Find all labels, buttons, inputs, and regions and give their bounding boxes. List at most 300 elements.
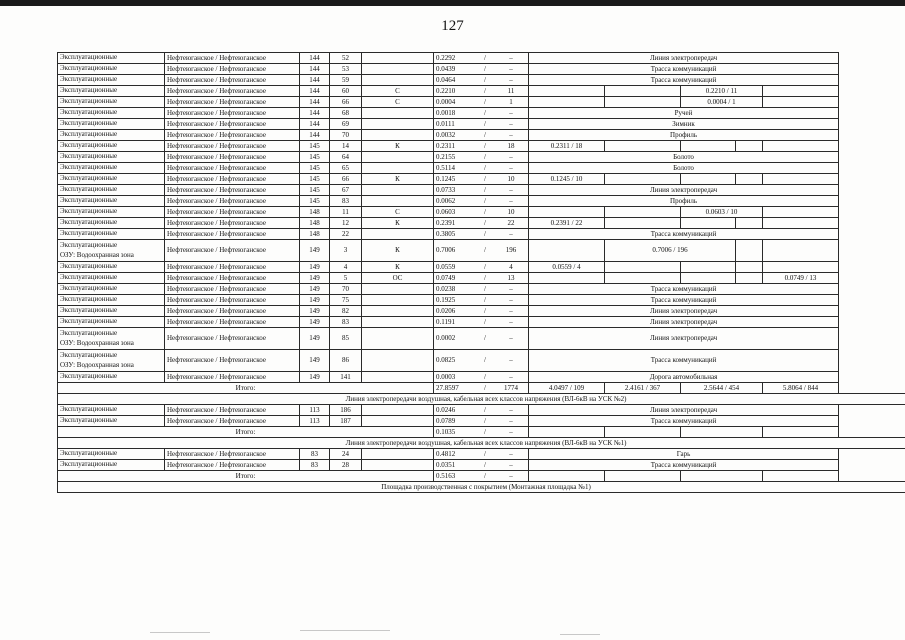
slash-separator: / xyxy=(484,119,486,128)
category-text: Эксплуатационные xyxy=(60,262,118,271)
tree-count: – xyxy=(509,185,513,194)
quarter-cell: 83 xyxy=(300,460,330,471)
table-row xyxy=(58,152,905,163)
volume-cell xyxy=(681,273,736,284)
tree-count: 1774 xyxy=(504,383,518,392)
table-row xyxy=(58,273,905,284)
category-cell xyxy=(58,207,165,218)
slash-separator: / xyxy=(484,356,486,364)
tree-count: – xyxy=(509,460,513,469)
table-row xyxy=(58,141,905,152)
section-title: Линия электропередачи воздушная, кабельная всех классов напряжения (ВЛ-6кВ на УСК №2) xyxy=(58,394,905,405)
area-count-cell xyxy=(434,64,529,75)
land-type-cell: Трасса коммуникаций xyxy=(529,229,839,240)
volume-cell xyxy=(605,273,681,284)
felling-type-cell: С xyxy=(362,86,434,97)
vydel-cell: 70 xyxy=(330,284,362,295)
category-cell xyxy=(58,185,165,196)
tree-count: – xyxy=(509,130,513,139)
tree-count: – xyxy=(509,295,513,304)
area-value: 0.0439 xyxy=(436,64,456,73)
felling-type-cell: С xyxy=(362,97,434,108)
felling-type-cell xyxy=(362,460,434,471)
tree-count: 10 xyxy=(507,207,515,216)
vydel-cell: 22 xyxy=(330,229,362,240)
slash-separator: / xyxy=(484,207,486,216)
category-cell xyxy=(58,372,165,383)
volume-cell xyxy=(736,240,763,262)
vydel-cell: 65 xyxy=(330,163,362,174)
vydel-cell: 186 xyxy=(330,405,362,416)
area-value: 27.8597 xyxy=(436,383,459,392)
felling-type-cell: К xyxy=(362,240,434,262)
felling-type-cell xyxy=(362,119,434,130)
quarter-cell: 144 xyxy=(300,108,330,119)
felling-type-cell xyxy=(362,108,434,119)
tree-count: – xyxy=(509,196,513,205)
area-count-cell xyxy=(434,471,529,482)
forestry-cell: Нефтеюганское / Нефтеюганское xyxy=(165,174,300,185)
vydel-cell: 141 xyxy=(330,372,362,383)
slash-separator: / xyxy=(484,196,486,205)
top-border-rule xyxy=(0,0,905,6)
forestry-cell: Нефтеюганское / Нефтеюганское xyxy=(165,119,300,130)
tree-count: 10 xyxy=(507,174,515,183)
table-row xyxy=(58,460,905,471)
quarter-cell: 149 xyxy=(300,273,330,284)
section-title: Линия электропередачи воздушная, кабельная всех классов напряжения (ВЛ-6кВ на УСК №1) xyxy=(58,438,905,449)
quarter-cell: 149 xyxy=(300,295,330,306)
felling-type-cell xyxy=(362,328,434,350)
tree-count: – xyxy=(509,372,513,381)
category-text: Эксплуатационные xyxy=(60,405,118,414)
category-cell xyxy=(58,218,165,229)
area-value: 0.0464 xyxy=(436,75,456,84)
forestry-cell: Нефтеюганское / Нефтеюганское xyxy=(165,97,300,108)
land-type-cell: Ручей xyxy=(529,108,839,119)
slash-separator: / xyxy=(484,471,486,480)
area-value: 0.4812 xyxy=(436,449,456,458)
area-count-cell xyxy=(434,405,529,416)
table-row xyxy=(58,306,905,317)
category-cell xyxy=(58,405,165,416)
tree-count: – xyxy=(509,119,513,128)
forestry-cell: Нефтеюганское / Нефтеюганское xyxy=(165,449,300,460)
page-number: 127 xyxy=(441,18,464,34)
quarter-cell: 145 xyxy=(300,196,330,207)
area-value: 0.0004 xyxy=(436,97,456,106)
land-type-cell: Трасса коммуникаций xyxy=(529,350,839,372)
volume-cell: 2.4161 / 367 xyxy=(605,383,681,394)
forestry-cell: Нефтеюганское / Нефтеюганское xyxy=(165,229,300,240)
slash-separator: / xyxy=(484,130,486,139)
volume-cell xyxy=(529,207,605,218)
felling-type-cell: ОС xyxy=(362,273,434,284)
tree-count: 13 xyxy=(507,273,515,282)
category-text: Эксплуатационные xyxy=(60,86,118,95)
category-cell xyxy=(58,196,165,207)
table-row xyxy=(58,449,905,460)
vydel-cell: 83 xyxy=(330,317,362,328)
volume-cell xyxy=(681,471,763,482)
forest-plot-table xyxy=(57,52,905,493)
area-count-cell xyxy=(434,317,529,328)
volume-cell xyxy=(763,174,839,185)
category-cell xyxy=(58,350,165,372)
volume-cell xyxy=(763,471,839,482)
felling-type-cell xyxy=(362,295,434,306)
category-cell xyxy=(58,97,165,108)
area-value: 0.2292 xyxy=(436,53,456,62)
vydel-cell: 14 xyxy=(330,141,362,152)
vydel-cell: 28 xyxy=(330,460,362,471)
section-header-row xyxy=(58,394,905,405)
slash-separator: / xyxy=(484,185,486,194)
table-row xyxy=(58,174,905,185)
tree-count: – xyxy=(509,306,513,315)
quarter-cell: 145 xyxy=(300,152,330,163)
total-label: Итого: xyxy=(58,471,434,482)
felling-type-cell xyxy=(362,449,434,460)
area-count-cell xyxy=(434,196,529,207)
area-count-cell xyxy=(434,75,529,86)
quarter-cell: 144 xyxy=(300,75,330,86)
quarter-cell: 149 xyxy=(300,240,330,262)
volume-cell xyxy=(529,97,605,108)
volume-cell: 0.2391 / 22 xyxy=(529,218,605,229)
category-cell xyxy=(58,328,165,350)
total-row xyxy=(58,427,905,438)
area-value: 0.1925 xyxy=(436,295,456,304)
slash-separator: / xyxy=(484,163,486,172)
tree-count: 18 xyxy=(507,141,515,150)
forestry-cell: Нефтеюганское / Нефтеюганское xyxy=(165,350,300,372)
volume-cell xyxy=(763,427,839,438)
land-type-cell: Трасса коммуникаций xyxy=(529,75,839,86)
land-type-cell: Линия электропередач xyxy=(529,185,839,196)
vydel-cell: 68 xyxy=(330,108,362,119)
land-type-cell: Линия электропередач xyxy=(529,53,839,64)
scan-noise-line xyxy=(300,630,390,631)
felling-type-cell xyxy=(362,185,434,196)
slash-separator: / xyxy=(484,64,486,73)
table-row xyxy=(58,218,905,229)
forestry-cell: Нефтеюганское / Нефтеюганское xyxy=(165,130,300,141)
area-count-cell xyxy=(434,207,529,218)
vydel-cell: 75 xyxy=(330,295,362,306)
vydel-cell: 66 xyxy=(330,174,362,185)
forestry-cell: Нефтеюганское / Нефтеюганское xyxy=(165,306,300,317)
land-type-cell: Трасса коммуникаций xyxy=(529,295,839,306)
forestry-cell: Нефтеюганское / Нефтеюганское xyxy=(165,416,300,427)
land-type-cell: Трасса коммуникаций xyxy=(529,64,839,75)
area-count-cell xyxy=(434,240,529,262)
volume-cell xyxy=(529,240,605,262)
area-count-cell xyxy=(434,273,529,284)
table-row xyxy=(58,53,905,64)
land-type-cell: Болото xyxy=(529,163,839,174)
forestry-cell: Нефтеюганское / Нефтеюганское xyxy=(165,460,300,471)
forestry-cell: Нефтеюганское / Нефтеюганское xyxy=(165,262,300,273)
land-type-cell: Трасса коммуникаций xyxy=(529,460,839,471)
section-header-row xyxy=(58,438,905,449)
forestry-cell: Нефтеюганское / Нефтеюганское xyxy=(165,108,300,119)
tree-count: 22 xyxy=(507,218,515,227)
slash-separator: / xyxy=(484,152,486,161)
scan-noise-line xyxy=(560,634,600,635)
category-text: Эксплуатационные xyxy=(60,174,118,183)
slash-separator: / xyxy=(484,75,486,84)
category-text: Эксплуатационные xyxy=(60,218,118,227)
protection-zone-text: ОЗУ: Водоохранная зона xyxy=(60,250,134,259)
land-type-cell: Трасса коммуникаций xyxy=(529,284,839,295)
volume-cell xyxy=(763,240,839,262)
category-cell xyxy=(58,416,165,427)
category-cell xyxy=(58,108,165,119)
quarter-cell: 145 xyxy=(300,185,330,196)
area-value: 0.0111 xyxy=(436,119,455,128)
category-cell xyxy=(58,174,165,185)
forestry-cell: Нефтеюганское / Нефтеюганское xyxy=(165,218,300,229)
table-row xyxy=(58,108,905,119)
quarter-cell: 83 xyxy=(300,449,330,460)
area-count-cell xyxy=(434,306,529,317)
category-cell xyxy=(58,119,165,130)
category-text: Эксплуатационные xyxy=(60,108,118,117)
table-row xyxy=(58,317,905,328)
table-row xyxy=(58,75,905,86)
volume-cell xyxy=(681,174,736,185)
tree-count: – xyxy=(509,163,513,172)
category-text: Эксплуатационные xyxy=(60,460,118,469)
area-value: 0.0603 xyxy=(436,207,456,216)
area-value: 0.0206 xyxy=(436,306,456,315)
quarter-cell: 149 xyxy=(300,317,330,328)
volume-cell xyxy=(681,218,736,229)
category-text: Эксплуатационные xyxy=(60,196,118,205)
category-text: Эксплуатационные xyxy=(60,306,118,315)
slash-separator: / xyxy=(484,273,486,282)
volume-cell: 0.0004 / 1 xyxy=(681,97,763,108)
table-row xyxy=(58,196,905,207)
area-count-cell xyxy=(434,119,529,130)
category-text: Эксплуатационные xyxy=(60,372,118,381)
area-value: 0.0018 xyxy=(436,108,456,117)
table-row xyxy=(58,229,905,240)
felling-type-cell xyxy=(362,130,434,141)
tree-count: – xyxy=(509,405,513,414)
table-row xyxy=(58,130,905,141)
forestry-cell: Нефтеюганское / Нефтеюганское xyxy=(165,75,300,86)
slash-separator: / xyxy=(484,334,486,342)
category-cell xyxy=(58,460,165,471)
area-value: 0.1191 xyxy=(436,317,455,326)
slash-separator: / xyxy=(484,295,486,304)
felling-type-cell xyxy=(362,163,434,174)
land-type-cell: Профиль xyxy=(529,196,839,207)
felling-type-cell xyxy=(362,229,434,240)
total-row xyxy=(58,471,905,482)
area-value: 0.1245 xyxy=(436,174,456,183)
volume-cell xyxy=(681,141,736,152)
volume-cell xyxy=(763,218,839,229)
tree-count: – xyxy=(509,449,513,458)
forestry-cell: Нефтеюганское / Нефтеюганское xyxy=(165,295,300,306)
category-text: Эксплуатационные xyxy=(60,273,118,282)
vydel-cell: 52 xyxy=(330,53,362,64)
volume-cell xyxy=(736,174,763,185)
category-cell xyxy=(58,262,165,273)
category-cell xyxy=(58,295,165,306)
volume-cell xyxy=(529,86,605,97)
area-value: 0.0559 xyxy=(436,262,456,271)
quarter-cell: 144 xyxy=(300,53,330,64)
category-text: Эксплуатационные xyxy=(60,141,118,150)
area-value: 0.0351 xyxy=(436,460,456,469)
vydel-cell: 3 xyxy=(330,240,362,262)
quarter-cell: 145 xyxy=(300,163,330,174)
volume-cell: 0.2210 / 11 xyxy=(681,86,763,97)
felling-type-cell xyxy=(362,284,434,295)
tree-count: – xyxy=(509,53,513,62)
vydel-cell: 4 xyxy=(330,262,362,273)
category-text: Эксплуатационные xyxy=(60,53,118,62)
land-type-cell: Линия электропередач xyxy=(529,405,839,416)
forestry-cell: Нефтеюганское / Нефтеюганское xyxy=(165,53,300,64)
category-cell xyxy=(58,273,165,284)
quarter-cell: 149 xyxy=(300,306,330,317)
category-cell xyxy=(58,284,165,295)
table-row xyxy=(58,350,905,372)
slash-separator: / xyxy=(484,218,486,227)
area-count-cell xyxy=(434,295,529,306)
volume-cell xyxy=(529,273,605,284)
slash-separator: / xyxy=(484,86,486,95)
category-cell xyxy=(58,240,165,262)
felling-type-cell xyxy=(362,196,434,207)
table-row xyxy=(58,416,905,427)
table-row xyxy=(58,86,905,97)
tree-count: – xyxy=(509,152,513,161)
slash-separator: / xyxy=(484,383,486,392)
felling-type-cell xyxy=(362,317,434,328)
area-count-cell xyxy=(434,218,529,229)
slash-separator: / xyxy=(484,141,486,150)
area-count-cell xyxy=(434,449,529,460)
volume-cell xyxy=(529,471,605,482)
vydel-cell: 12 xyxy=(330,218,362,229)
slash-separator: / xyxy=(484,246,486,254)
area-count-cell xyxy=(434,416,529,427)
category-text: Эксплуатационные xyxy=(60,185,118,194)
area-count-cell xyxy=(434,460,529,471)
forestry-cell: Нефтеюганское / Нефтеюганское xyxy=(165,185,300,196)
forestry-cell: Нефтеюганское / Нефтеюганское xyxy=(165,86,300,97)
quarter-cell: 148 xyxy=(300,229,330,240)
tree-count: – xyxy=(509,427,513,436)
quarter-cell: 144 xyxy=(300,119,330,130)
slash-separator: / xyxy=(484,229,486,238)
volume-cell xyxy=(605,86,681,97)
area-count-cell xyxy=(434,427,529,438)
protection-zone-text: ОЗУ: Водоохранная зона xyxy=(60,338,134,347)
tree-count: 11 xyxy=(507,86,515,95)
area-count-cell xyxy=(434,53,529,64)
table-row xyxy=(58,405,905,416)
tree-count: – xyxy=(509,334,513,342)
category-cell xyxy=(58,163,165,174)
quarter-cell: 148 xyxy=(300,218,330,229)
table-row xyxy=(58,185,905,196)
quarter-cell: 144 xyxy=(300,64,330,75)
slash-separator: / xyxy=(484,262,486,271)
volume-cell xyxy=(605,218,681,229)
table-row xyxy=(58,97,905,108)
vydel-cell: 53 xyxy=(330,64,362,75)
total-label: Итого: xyxy=(58,383,434,394)
area-value: 0.2155 xyxy=(436,152,456,161)
volume-cell: 0.2311 / 18 xyxy=(529,141,605,152)
category-text: Эксплуатационные xyxy=(60,97,118,106)
tree-count: – xyxy=(509,75,513,84)
area-count-cell xyxy=(434,152,529,163)
category-cell xyxy=(58,317,165,328)
area-count-cell xyxy=(434,86,529,97)
volume-cell: 0.0749 / 13 xyxy=(763,273,839,284)
felling-type-cell: К xyxy=(362,141,434,152)
table-row xyxy=(58,295,905,306)
felling-type-cell xyxy=(362,152,434,163)
section-header-row xyxy=(58,482,905,493)
category-text: Эксплуатационные xyxy=(60,416,118,425)
area-count-cell xyxy=(434,97,529,108)
area-value: 0.5114 xyxy=(436,163,455,172)
category-text: Эксплуатационные xyxy=(60,295,118,304)
quarter-cell: 148 xyxy=(300,207,330,218)
category-text: Эксплуатационные xyxy=(60,329,118,338)
table-row xyxy=(58,207,905,218)
tree-count: – xyxy=(509,356,513,364)
volume-cell xyxy=(605,207,681,218)
volume-cell xyxy=(763,207,839,218)
area-value: 0.0749 xyxy=(436,273,456,282)
quarter-cell: 149 xyxy=(300,350,330,372)
tree-count: 196 xyxy=(505,246,517,254)
table-row xyxy=(58,240,905,262)
table-row xyxy=(58,284,905,295)
category-text: Эксплуатационные xyxy=(60,64,118,73)
slash-separator: / xyxy=(484,416,486,425)
area-value: 0.2311 xyxy=(436,141,455,150)
category-text: Эксплуатационные xyxy=(60,284,118,293)
felling-type-cell xyxy=(362,53,434,64)
vydel-cell: 24 xyxy=(330,449,362,460)
category-text: Эксплуатационные xyxy=(60,207,118,216)
volume-cell xyxy=(605,427,681,438)
category-text: Эксплуатационные xyxy=(60,119,118,128)
quarter-cell: 149 xyxy=(300,372,330,383)
slash-separator: / xyxy=(484,97,486,106)
category-cell xyxy=(58,86,165,97)
felling-type-cell: К xyxy=(362,174,434,185)
volume-cell xyxy=(763,262,839,273)
land-type-cell: Гарь xyxy=(529,449,839,460)
area-count-cell xyxy=(434,383,529,394)
tree-count: 4 xyxy=(509,262,513,271)
land-type-cell: Зимник xyxy=(529,119,839,130)
category-cell xyxy=(58,130,165,141)
area-value: 0.0789 xyxy=(436,416,456,425)
